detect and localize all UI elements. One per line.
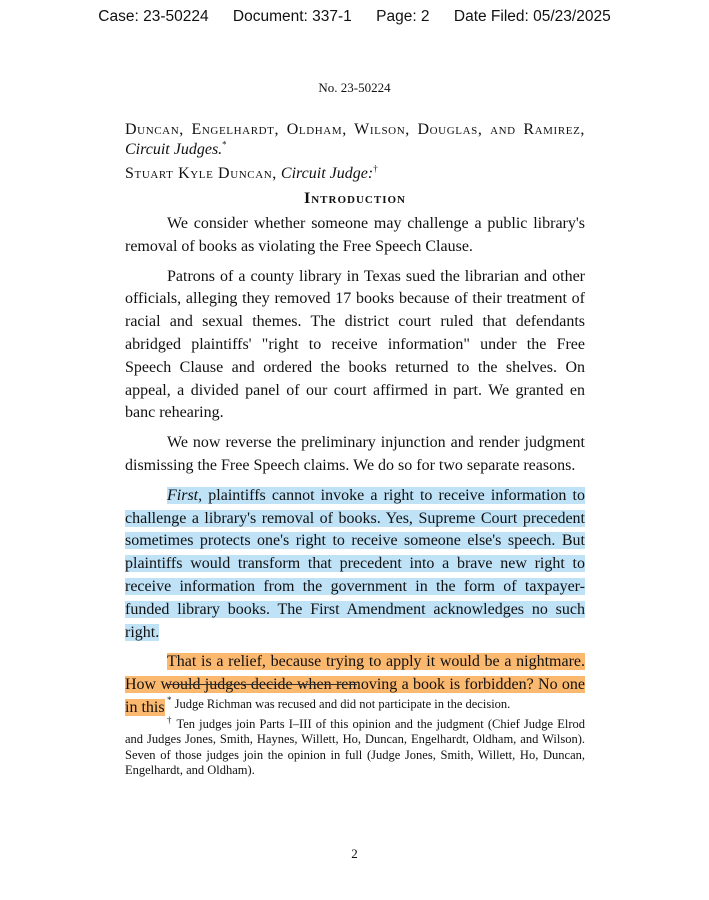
author-footnote-mark: † — [373, 163, 378, 174]
judges-block — [125, 120, 585, 184]
docket-number: No. 23-50224 — [318, 80, 391, 95]
author-line — [125, 164, 585, 184]
footnotes — [125, 694, 586, 783]
filing-header — [0, 8, 709, 26]
orange-highlight: That is a relief, because trying to apply it would be a nightmare. How would judges decide when removing a book is forbidden? No one in this — [125, 653, 585, 716]
opinion-body — [125, 213, 585, 727]
blue-highlight — [125, 487, 585, 641]
date-filed: Date Filed: 05/23/2025 — [453, 8, 611, 25]
panel-names: Duncan, Engelhardt, Oldham, Wilson, Douglas, and Ramirez, — [125, 121, 585, 138]
panel-line — [125, 120, 585, 160]
page-label: Page: 2 — [376, 8, 430, 25]
author-title: Circuit Judge: — [280, 165, 374, 182]
footnote-text: Judge Richman was recused and did not participate in the decision. — [174, 697, 511, 711]
paragraph-highlighted-blue — [125, 485, 585, 645]
footnote-mark: † — [167, 714, 173, 725]
case-number: Case: 23-50224 — [98, 8, 209, 25]
first-emphasis: First — [167, 486, 199, 504]
footnote-mark: * — [167, 694, 172, 705]
footnote-1 — [125, 694, 585, 713]
document-number: Document: 337-1 — [232, 8, 352, 25]
section-title: Introduction — [304, 190, 406, 207]
footnote-divider — [167, 684, 357, 685]
paragraph: Patrons of a county library in Texas sued the librarian and other officials, alleging they removed 17 books because of their treatment of racial and sexual themes. The district court ruled that defendants abridged plaintiffs' "right to receive information" under the Free Speech Clause and ordered the books returned to the shelves. On appeal, a divided panel of our court affirmed in part. We granted en banc rehearing. — [125, 267, 585, 422]
footnote-text: Ten judges join Parts I–III of this opinion and the judgment (Chief Judge Elrod and Judges Jones, Smith, Haynes, Willett, Ho, Duncan, Engelhardt, Oldham, and Wilson). Seven of those judges join the opinion in full (Judge Jones, Smith, Willett, Ho, Duncan, Engelhardt, and Oldham). — [125, 716, 586, 777]
panel-footnote-mark: * — [222, 139, 227, 150]
page-number: 2 — [351, 846, 358, 861]
paragraph: We now reverse the preliminary injunction and render judgment dismissing the Free Speech claims. We do so for two separate reasons. — [125, 434, 585, 474]
paragraph: We consider whether someone may challenge a public library's removal of books as violating the Free Speech Clause. — [125, 215, 585, 255]
footnote-2 — [125, 714, 586, 779]
highlight-text: , plaintiffs cannot invoke a right to receive information to challenge a library's removal of books. Yes, Supreme Court precedent sometimes protects one's right to receive someone else's speech. But plaintiffs would transform that precedent into a brave new right to receive information from the government in the form of taxpayer-funded library books. The First Amendment acknowledges no such right. — [125, 486, 585, 641]
panel-title: Circuit Judges. — [125, 141, 223, 158]
author-name: Stuart Kyle Duncan, — [125, 165, 277, 182]
